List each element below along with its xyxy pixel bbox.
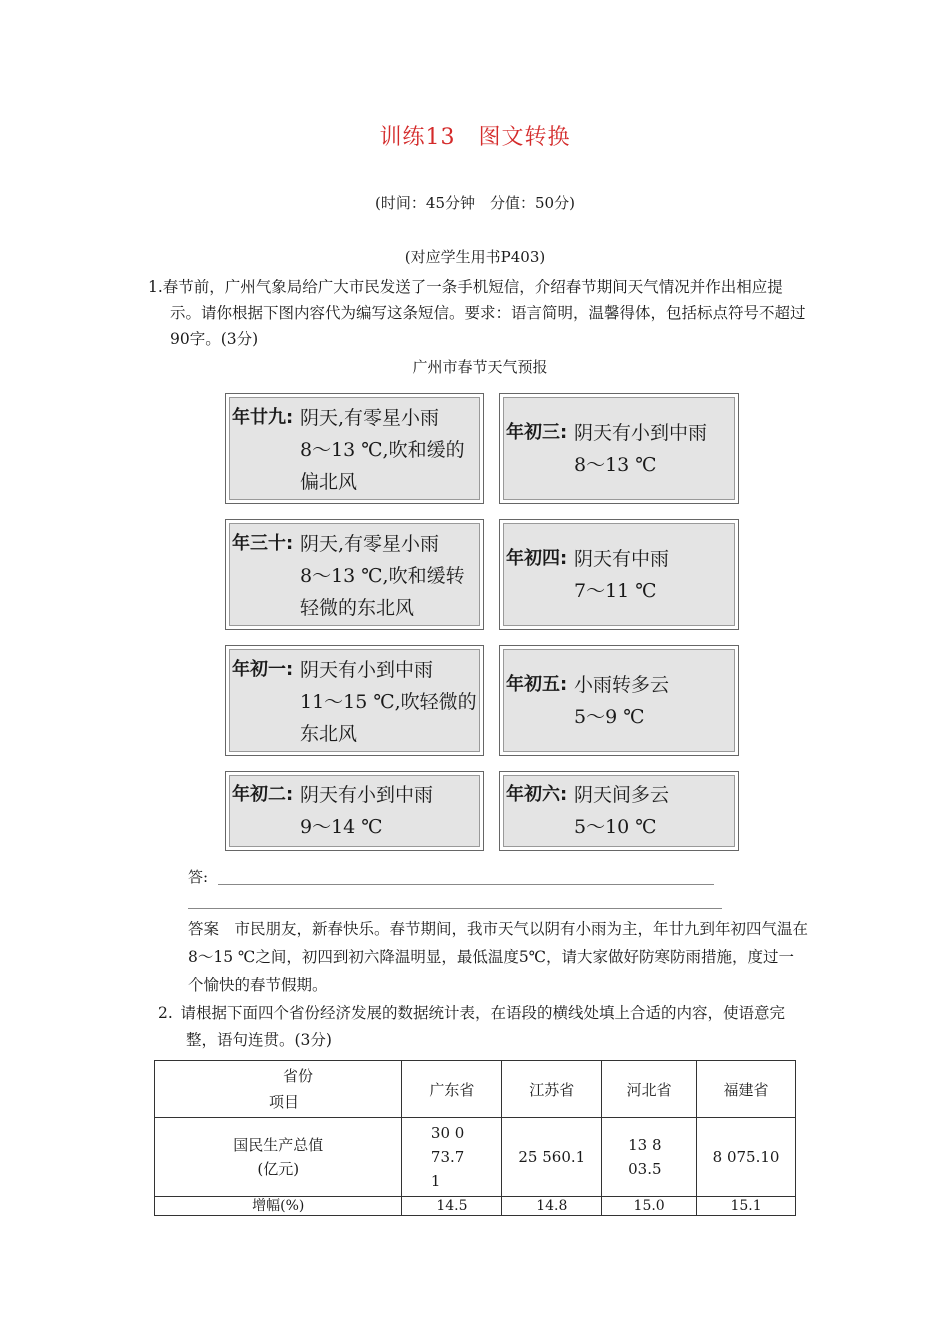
table-cell: 15.0 [602,1197,697,1216]
table-cell: 13 803.5 [602,1118,697,1197]
table-corner-header [155,1061,402,1118]
question-1 [140,274,810,352]
table-cell: 30 073.71 [402,1118,502,1197]
forecast-line: 阴天间多云 [574,784,670,806]
forecast-box [225,771,484,851]
question-2 [158,1000,810,1054]
forecast-line: 8～13 ℃,吹和缓转 [300,565,465,587]
province-header: 广东省 [402,1061,502,1118]
forecast-line: 5～10 ℃ [574,816,657,838]
forecast-line: 阴天,有零星小雨 [300,407,440,429]
forecast-line: 8～13 ℃ [574,454,657,476]
question-number: 2. [158,1004,173,1022]
forecast-line: 11～15 ℃,吹轻微的 [300,691,477,713]
forecast-line: 阴天有小到中雨 [300,659,434,681]
province-header: 河北省 [602,1061,697,1118]
table-cell: 25 560.1 [502,1118,602,1197]
forecast-line: 8～13 ℃,吹和缓的 [300,439,465,461]
header-province: 省份 [283,1067,314,1085]
forecast-box [225,645,484,756]
forecast-line: 东北风 [300,723,358,745]
forecast-day: 年初四: [506,548,568,569]
page-title: 训练13 图文转换 [379,125,571,150]
forecast-box [499,519,739,630]
question-text: 春节前，广州气象局给广大市民发送了一条手机短信，介绍春节期间天气情况并作出相应提示。请你根据下图内容代为编写这条短信。要求：语言简明，温馨得体，包括标点符号不超过90字。(3分) [162,278,806,348]
forecast-box [499,645,739,756]
table-row [155,1118,796,1197]
book-reference: (对应学生用书P403) [404,248,546,266]
row-label: 国民生产总值 (亿元) [155,1118,402,1197]
answer-label: 答: [188,868,209,886]
forecast-line: 7～11 ℃ [574,580,657,602]
forecast-line: 阴天有小到中雨 [300,784,434,806]
table-row [155,1197,796,1216]
answer-text: 答案 市民朋友，新春快乐。春节期间，我市天气以阴有小雨为主，年廿九到年初四气温在8～15 ℃之间，初四到初六降温明显，最低温度5℃，请大家做好防寒防雨措施，度过一个愉快的春节假期。 [188,920,809,994]
province-header: 福建省 [697,1061,796,1118]
question-number: 1. [148,278,163,296]
forecast-line: 9～14 ℃ [300,816,383,838]
forecast-day: 年初六: [506,784,568,805]
forecast-day: 年初二: [232,784,294,805]
province-header: 江苏省 [502,1061,602,1118]
forecast-line: 阴天,有零星小雨 [300,533,440,555]
forecast-day: 年三十: [232,533,294,554]
answer-line[interactable] [218,884,714,885]
forecast-line: 阴天有小到中雨 [574,422,708,444]
table-cell: 14.8 [502,1197,602,1216]
forecast-box [225,393,484,504]
forecast-line: 偏北风 [300,471,358,493]
table-cell: 15.1 [697,1197,796,1216]
forecast-day: 年廿九: [232,407,294,428]
economy-table [154,1060,796,1216]
forecast-line: 阴天有中雨 [574,548,670,570]
time-score-info: (时间：45分钟 分值：50分) [375,194,575,212]
forecast-line: 5～9 ℃ [574,706,645,728]
forecast-box [499,771,739,851]
table-cell: 14.5 [402,1197,502,1216]
forecast-title: 广州市春节天气预报 [412,358,548,376]
forecast-day: 年初一: [232,659,294,680]
question-text: 请根据下面四个省份经济发展的数据统计表，在语段的横线处填上合适的内容，使语意完整，语句连贯。(3分) [180,1004,786,1049]
forecast-box [225,519,484,630]
table-cell: 8 075.10 [697,1118,796,1197]
forecast-box [499,393,739,504]
forecast-day: 年初五: [506,674,568,695]
row-label: 增幅(%) [155,1197,402,1216]
forecast-line: 小雨转多云 [574,674,670,696]
header-item: 项目 [269,1093,300,1111]
forecast-day: 年初三: [506,422,568,443]
answer-line[interactable] [188,908,722,909]
forecast-line: 轻微的东北风 [300,597,415,619]
